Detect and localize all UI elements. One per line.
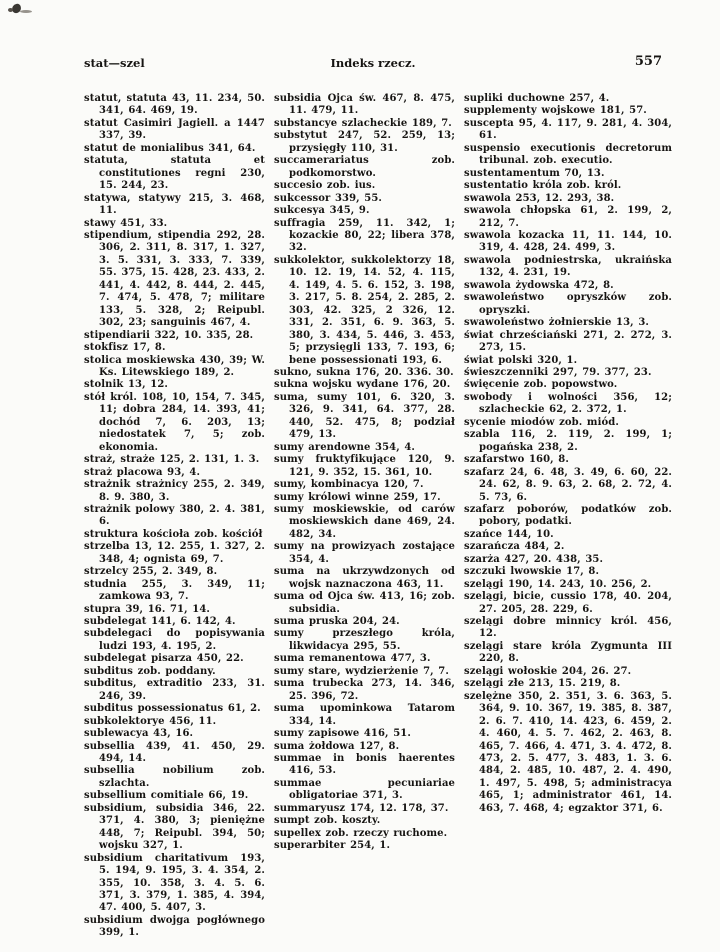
index-entry: świat chrześciański 271, 2. 272, 3. 273, 15. (464, 329, 672, 354)
index-entry: szelągi dobre minnicy król. 456, 12. (464, 616, 672, 640)
index-entry: stawy 451, 33. (84, 217, 168, 229)
index-entry: subsidium charitativum 193, 5. 194, 9. 195, 3. 4. 354, 2. 355, 10. 358, 3. 4. 5. 6. 371, 3. 379, 1. 385, 4. 394, 47. 400, 5. 407, 3. (84, 852, 265, 914)
index-entry: subkolektorye 456, 11. (84, 715, 217, 727)
index-entry: sumy fruktyfikujące 120, 9. 121, 9. 352, 15. 361, 10. (274, 454, 455, 478)
index-entry: strzelcy 255, 2. 349, 8. (84, 566, 218, 578)
index-entry: suma żołdowa 127, 8. (274, 740, 400, 752)
index-entry: studnia 255, 3. 349, 11; zamkowa 93, 7. (84, 578, 265, 603)
index-entry: subsellia 439, 41. 450, 29. 494, 14. (84, 740, 265, 765)
index-entry: strażnik polowy 380, 2. 4. 381, 6. (84, 503, 265, 528)
index-entry: strzelba 13, 12. 255, 1. 327, 2. 348, 4; ognista 69, 7. (84, 541, 265, 565)
index-entry: succamerariatus zob. podkomorstwo. (274, 155, 455, 179)
index-entry: stipendium, stipendia 292, 28. 306, 2. 311, 8. 317, 1. 327, 3. 5. 331, 3. 333, 7. 339, 55. 375, 15. 428, 23. 433, 2. 441, 4. 442, 8. 444, 2. 445, 7. 474, 5. 478, 7; militare 133, 5. 328, 2; Reipubl. 302, 23; sanguinis 467, 4. (84, 229, 265, 329)
index-entry: świeszczenniki 297, 79. 377, 23. (464, 366, 652, 378)
index-entry: suscepta 95, 4. 117, 9. 281, 4. 304, 61. (464, 117, 672, 142)
index-entry: sumy przeszłego króla, likwidacya 295, 55. (274, 628, 455, 652)
index-entry: szelągi złe 213, 15. 219, 8. (464, 678, 621, 690)
index-entry: suma pruska 204, 24. (274, 616, 400, 628)
index-entry: sukna wojsku wydane 176, 20. (274, 379, 451, 391)
index-entry: sustentamentum 70, 13. (464, 167, 605, 179)
index-entry: szańce 144, 10. (464, 528, 554, 540)
index-entry: swobody i wolności 356, 12; szlacheckie 62, 2. 372, 1. (464, 391, 672, 416)
index-entry: szelągi, bicie, cussio 178, 40. 204, 27. 205, 28. 229, 6. (464, 591, 672, 615)
index-entry: sukcesya 345, 9. (274, 205, 370, 217)
index-entry: statut, statuta 43, 11. 234, 50. 341, 64. 469, 19. (84, 93, 265, 117)
index-entry: subditus zob. poddany. (84, 665, 216, 677)
index-entry: subsidium dwojga pogłównego 399, 1. (84, 914, 265, 939)
page-number: 557 (634, 54, 662, 69)
index-entry: subsellia nobilium zob. szlachta. (84, 765, 265, 789)
index-column-2 (274, 93, 455, 853)
ink-blot-artifact (8, 2, 34, 16)
index-entry: sukcessor 339, 55. (274, 192, 382, 204)
index-column-3 (464, 93, 672, 815)
index-entry: suma od Ojca św. 413, 16; zob. subsidia. (274, 591, 455, 615)
index-entry: swawola kozacka 11, 11. 144, 10. 319, 4. 428, 24. 499, 3. (464, 229, 672, 254)
index-entry: statuta, statuta et constitutiones regni 230, 15. 244, 23. (84, 155, 265, 192)
index-entry: summaryusz 174, 12. 178, 37. (274, 802, 449, 814)
index-entry: szabla 116, 2. 119, 2. 199, 1; pogańska 238, 2. (464, 429, 672, 453)
index-entry: succesio zob. ius. (274, 180, 376, 192)
index-entry: suma, sumy 101, 6. 320, 3. 326, 9. 341, 64. 377, 28. 440, 52. 475, 8; podział 479, 13. (274, 391, 455, 441)
index-entry: statut de monialibus 341, 64. (84, 142, 256, 154)
index-entry: stipendiarii 322, 10. 335, 28. (84, 329, 254, 341)
index-entry: suspensio executionis decretorum tribunal. zob. executio. (464, 142, 672, 167)
index-entry: szafarz poborów, podatków zob. pobory, podatki. (464, 503, 672, 528)
index-entry: supplementy wojskowe 181, 57. (464, 105, 647, 117)
index-entry: substancye szlacheckie 189, 7. (274, 117, 452, 129)
index-entry: statut Casimiri Jagiell. a 1447 337, 39. (84, 117, 265, 142)
index-entry: subditus possessionatus 61, 2. (84, 703, 261, 715)
index-entry: sumpt zob. koszty. (274, 815, 381, 827)
page-header (84, 56, 662, 72)
index-entry: sublewacya 43, 16. (84, 728, 194, 740)
index-entry: swawola podniestrska, ukraińska 132, 4. 231, 19. (464, 254, 672, 279)
index-entry: szelągi wołoskie 204, 26. 27. (464, 665, 632, 677)
index-entry: suma upominkowa Tatarom 334, 14. (274, 703, 455, 727)
index-columns (84, 93, 672, 940)
index-entry: struktura kościoła zob. kościół (84, 528, 263, 540)
index-entry: subdelegat 141, 6. 142, 4. (84, 616, 236, 628)
running-head-title: Indeks rzecz. (330, 56, 416, 70)
index-entry: swawoleństwo żołnierskie 13, 3. (464, 317, 649, 329)
index-entry: stupra 39, 16. 71, 14. (84, 603, 210, 615)
index-entry: stolica moskiewska 430, 39; W. Ks. Litewskiego 189, 2. (84, 354, 265, 378)
index-entry: subsellium comitiale 66, 19. (84, 790, 249, 802)
index-entry: strażnik strażnicy 255, 2. 349, 8. 9. 380, 3. (84, 479, 265, 503)
index-entry: suma remanentowa 477, 3. (274, 653, 431, 665)
index-entry: substytut 247, 52. 259, 13; przysięgły 110, 31. (274, 130, 455, 154)
index-entry: suffragia 259, 11. 342, 1; kozackie 80, 22; libera 378, 32. (274, 217, 455, 254)
index-entry: suma trubecka 273, 14. 346, 25. 396, 72. (274, 678, 455, 702)
index-entry: sumy na prowizyach zostające 354, 4. (274, 541, 455, 565)
index-entry: straż, straże 125, 2. 131, 1. 3. (84, 454, 260, 466)
index-entry: swawola chłopska 61, 2. 199, 2, 212, 7. (464, 205, 672, 229)
index-entry: subdelegat pisarza 450, 22. (84, 653, 244, 665)
index-entry: summae in bonis haerentes 416, 53. (274, 753, 455, 777)
index-column-1 (84, 93, 265, 940)
index-entry: subsidia Ojca św. 467, 8. 475, 11. 479, 11. (274, 93, 455, 117)
index-entry: sumy moskiewskie, od carów moskiewskich dane 469, 24. 482, 34. (274, 503, 455, 540)
index-entry: subsidium, subsidia 346, 22. 371, 4. 380, 3; pieniężne 448, 7; Reipubl. 394, 50; wojsku 327, 1. (84, 802, 265, 852)
index-entry: sumy, kombinacya 120, 7. (274, 479, 424, 491)
index-entry: subdelegaci do popisywania ludzi 193, 4. 195, 2. (84, 628, 265, 652)
index-entry: święcenie zob. popowstwo. (464, 379, 618, 391)
index-entry: szafarstwo 160, 8. (464, 454, 569, 466)
index-entry: subditus, extraditio 233, 31. 246, 39. (84, 678, 265, 702)
index-entry: suma na ukrzywdzonych od wojsk naznaczona 463, 11. (274, 566, 455, 590)
index-entry: sustentatio króla zob. król. (464, 180, 622, 192)
index-entry: stół król. 108, 10, 154, 7. 345, 11; dobra 284, 14. 393, 41; dochód 7, 6. 203, 13; niedostatek 7, 5; zob. ekonomia. (84, 391, 265, 453)
index-entry: swawoleństwo opryszków zob. opryszki. (464, 292, 672, 316)
index-entry: swawola żydowska 472, 8. (464, 279, 614, 291)
index-entry: straż placowa 93, 4. (84, 466, 201, 478)
index-entry: szelężne 350, 2. 351, 3. 6. 363, 5. 364, 9. 10. 367, 19. 385, 8. 387, 2. 6. 7. 410, 14. 423, 6. 459, 2. 4. 460, 4. 5. 7. 462, 2. 463, 8. 465, 7. 466, 4. 471, 3. 4. 472, 8. 473, 2. 5. 477, 3. 483, 1. 3. 6. 484, 2. 485, 10. 487, 2. 4. 490, 1. 497, 5. 498, 5; administracya 465, 1; administrator 461, 14. 463, 7. 468, 4; egzaktor 371, 6. (464, 690, 672, 814)
index-entry: stolnik 13, 12. (84, 379, 168, 391)
index-entry: sumy zapisowe 416, 51. (274, 728, 411, 740)
index-entry: szelągi 190, 14. 243, 10. 256, 2. (464, 578, 652, 590)
index-entry: szczuki lwowskie 17, 8. (464, 566, 600, 578)
index-entry: sukkolektor, sukkolektorzy 18, 10. 12. 19, 14. 52, 4. 115, 4. 149, 4. 5. 6. 152, 3. 198, 3. 217, 5. 8. 254, 2. 285, 2. 303, 42. 325, 2 326, 12. 331, 2. 351, 6. 9. 363, 5. 380, 3. 434, 5. 446, 3. 453, 5; przysięgli 133, 7. 193, 6; bene possessionati 193, 6. (274, 254, 455, 366)
index-entry: statywa, statywy 215, 3. 468, 11. (84, 192, 265, 217)
index-entry: sumy stare, wydzierżenie 7, 7. (274, 665, 449, 677)
index-entry: szelągi stare króla Zygmunta III 220, 8. (464, 640, 672, 665)
index-entry: sumy arendowne 354, 4. (274, 441, 416, 453)
running-head-range: stat—szel (84, 56, 145, 70)
index-entry: supliki duchowne 257, 4. (464, 93, 610, 104)
index-entry: stokfisz 17, 8. (84, 342, 166, 354)
index-entry: swawola 253, 12. 293, 38. (464, 192, 615, 204)
index-entry: supellex zob. rzeczy ruchome. (274, 827, 448, 839)
index-entry: sycenie miodów zob. miód. (464, 416, 619, 428)
index-entry: summae pecuniariae obligatoriae 371, 3. (274, 777, 455, 802)
index-entry: sumy królowi winne 259, 17. (274, 491, 441, 503)
index-entry: szarańcza 484, 2. (464, 541, 565, 553)
index-entry: sukno, sukna 176, 20. 336. 30. (274, 366, 454, 378)
index-entry: świat polski 320, 1. (464, 354, 578, 366)
index-entry: superarbiter 254, 1. (274, 840, 391, 852)
index-entry: szafarz 24, 6. 48, 3. 49, 6. 60, 22. 24. 62, 8. 9. 63, 2. 68, 2. 72, 4. 5. 73, 6. (464, 466, 672, 503)
index-entry: szarża 427, 20. 438, 35. (464, 553, 604, 565)
